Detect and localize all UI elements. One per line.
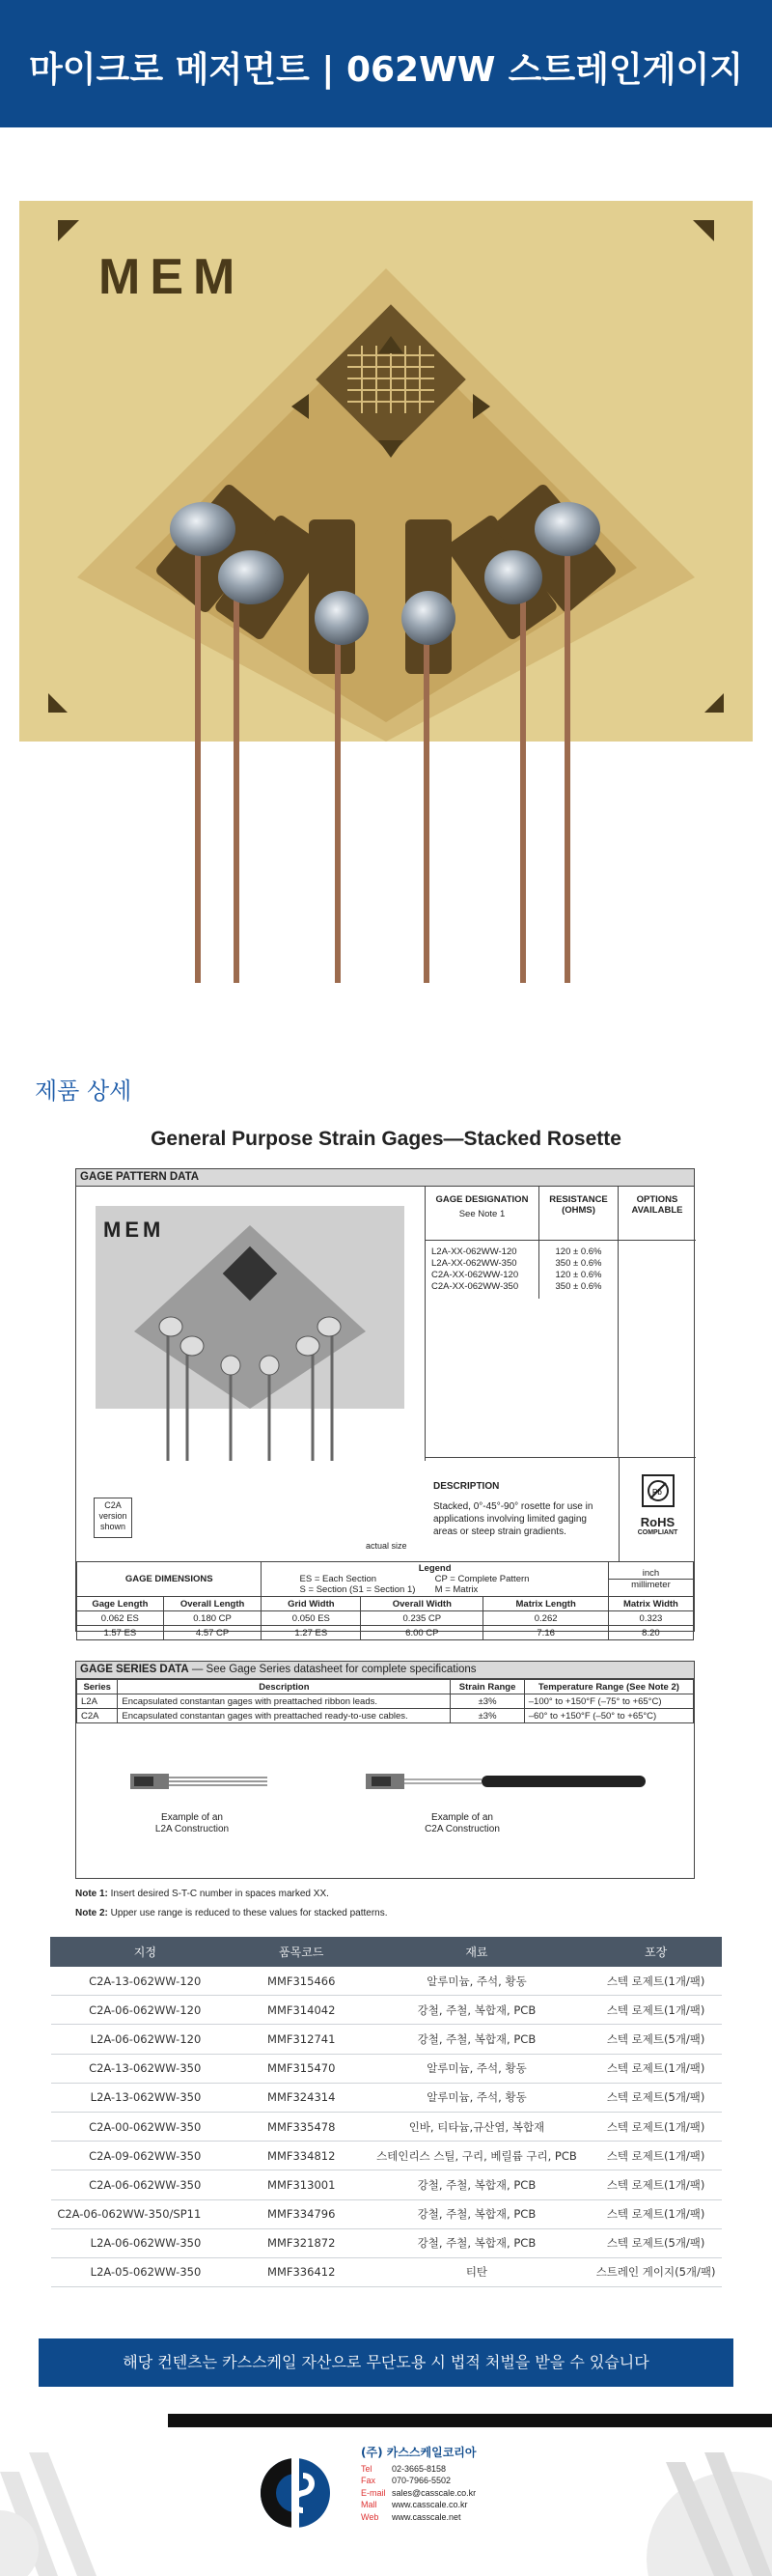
product-packaging: 스텍 로제트(1개/팩): [591, 2170, 722, 2199]
product-material: 스테인리스 스틸, 구리, 베릴륨 구리, PCB: [363, 2142, 591, 2170]
c2a-construction-image: [366, 1766, 655, 1795]
contact-key: Tel: [361, 2463, 372, 2474]
gage-pattern-data: [75, 1168, 695, 1638]
gage-dimensions-label: GAGE DIMENSIONS: [77, 1562, 262, 1597]
product-designation: C2A-09-062WW-350: [51, 2142, 240, 2170]
col-header-designation: 지정: [51, 1938, 240, 1967]
dim-header: Gage Length: [77, 1597, 164, 1611]
product-packaging: 스텍 로제트(1개/팩): [591, 1996, 722, 2025]
product-row: [51, 1967, 722, 1996]
contact-key: Mall: [361, 2500, 377, 2509]
series-col-header: Series: [77, 1680, 118, 1694]
dim-header: Matrix Width: [608, 1597, 693, 1611]
product-material: 알루미늄, 주석, 황동: [363, 2054, 591, 2083]
dim-header: Overall Length: [163, 1597, 262, 1611]
dim-header: Overall Width: [361, 1597, 483, 1611]
datasheet-notes: [75, 1885, 388, 1923]
col-header-item-code: 품목코드: [239, 1938, 363, 1967]
l2a-construction-image: [126, 1766, 271, 1795]
decorative-stripes-right: [608, 2443, 772, 2576]
gage-image-area: [76, 1187, 426, 1461]
product-row: [51, 2228, 722, 2257]
caption-line: Example of an: [161, 1812, 223, 1823]
dim-header: Matrix Length: [483, 1597, 608, 1611]
product-item-code: MMF321872: [239, 2228, 363, 2257]
note-1: [75, 1885, 388, 1904]
product-item-code: MMF312741: [239, 2025, 363, 2054]
designation-item: C2A-XX-062WW-120: [431, 1270, 519, 1280]
caption-line: Example of an: [431, 1812, 493, 1823]
designation-item: C2A-XX-062WW-350: [431, 1281, 519, 1292]
resistance-item: 120 ± 0.6%: [555, 1270, 602, 1280]
product-row: [51, 2025, 722, 2054]
series-col-header: Temperature Range (See Note 2): [524, 1680, 693, 1694]
product-designation: C2A-13-062WW-350: [51, 2054, 240, 2083]
legend-item: ES = Each Section: [299, 1574, 377, 1584]
product-item-code: MMF315470: [239, 2054, 363, 2083]
resistance-item: 350 ± 0.6%: [555, 1258, 602, 1269]
contact-email[interactable]: [361, 2487, 476, 2500]
dim-row-mm: [77, 1626, 694, 1640]
series-cell: Encapsulated constantan gages with preattached ribbon leads.: [118, 1694, 451, 1709]
series-col-header: Strain Range: [451, 1680, 524, 1694]
dim-header: Grid Width: [262, 1597, 361, 1611]
series-cell: –100° to +150°F (–75° to +65°C): [524, 1694, 693, 1709]
contact-value: 070-7966-5502: [392, 2476, 452, 2485]
product-packaging: 스텍 로제트(1개/팩): [591, 2112, 722, 2141]
dim-cell: 7.16: [483, 1626, 608, 1640]
series-cell: ±3%: [451, 1694, 524, 1709]
c2a-example-caption: [404, 1812, 520, 1835]
mem-logo: [87, 249, 270, 305]
svg-text:Pb: Pb: [651, 1488, 662, 1497]
series-cell: C2A: [77, 1709, 118, 1723]
page-header: [0, 0, 772, 127]
note-text: Insert desired S-T-C number in spaces marked XX.: [107, 1889, 329, 1899]
series-cell: ±3%: [451, 1709, 524, 1723]
note-2: [75, 1904, 388, 1923]
options-column: [619, 1187, 696, 1241]
dim-cell: 0.050 ES: [262, 1611, 361, 1626]
product-material: 강철, 주철, 복합재, PCB: [363, 2170, 591, 2199]
note-label: Note 1:: [75, 1889, 108, 1899]
dim-cell: 6.00 CP: [361, 1626, 483, 1640]
dim-cell: 0.262: [483, 1611, 608, 1626]
legend-item: M = Matrix: [434, 1584, 479, 1595]
dim-cell: 4.57 CP: [163, 1626, 262, 1640]
dim-row-inch: [77, 1611, 694, 1626]
caption-line: C2A Construction: [425, 1824, 500, 1834]
resistance-header: RESISTANCE (OHMS): [539, 1187, 618, 1241]
gage-diagram: [76, 1187, 424, 1461]
product-material: 강철, 주철, 복합재, PCB: [363, 2025, 591, 2054]
product-row: [51, 2170, 722, 2199]
series-row: [77, 1709, 694, 1723]
rohs-badge: [619, 1458, 696, 1562]
product-designation: L2A-13-062WW-350: [51, 2083, 240, 2112]
contact-fax: [361, 2475, 476, 2487]
designation-note: See Note 1: [458, 1209, 506, 1219]
product-item-code: MMF334812: [239, 2142, 363, 2170]
series-cell: L2A: [77, 1694, 118, 1709]
series-table: [76, 1679, 694, 1723]
product-photo: [19, 201, 753, 993]
note-label: Note 2:: [75, 1908, 108, 1918]
legend-item: CP = Complete Pattern: [434, 1574, 530, 1584]
section-title: 제품 상세: [35, 1078, 132, 1105]
designation-item: L2A-XX-062WW-350: [431, 1258, 517, 1269]
product-designation: C2A-06-062WW-350: [51, 2170, 240, 2199]
unit-millimeter: millimeter: [631, 1580, 671, 1590]
unit-inch: inch: [609, 1568, 693, 1580]
product-item-code: MMF334796: [239, 2199, 363, 2228]
dim-cell: 0.323: [608, 1611, 693, 1626]
product-row: [51, 2083, 722, 2112]
contact-mall[interactable]: [361, 2499, 476, 2511]
product-packaging: 스텍 로제트(1개/팩): [591, 2199, 722, 2228]
description-area: [426, 1457, 696, 1561]
gage-series-header: [76, 1662, 694, 1679]
l2a-example-caption: [134, 1812, 250, 1835]
product-item-code: MMF336412: [239, 2257, 363, 2286]
product-row: [51, 2257, 722, 2286]
contact-value[interactable]: sales@casscale.co.kr: [392, 2487, 477, 2498]
product-table: [50, 1937, 722, 2287]
product-material: 알루미늄, 주석, 황동: [363, 2083, 591, 2112]
contact-web[interactable]: [361, 2511, 476, 2524]
footer-divider: [168, 2414, 772, 2427]
product-item-code: MMF314042: [239, 1996, 363, 2025]
rohs-sub: COMPLIANT: [637, 1529, 678, 1536]
product-packaging: 스텍 로제트(5개/팩): [591, 2228, 722, 2257]
dim-cell: 1.57 ES: [77, 1626, 164, 1640]
product-designation: L2A-06-062WW-120: [51, 2025, 240, 2054]
description-text: Stacked, 0°-45°-90° rosette for use in applications involving limited gaging areas or steep strain gradients.: [433, 1501, 593, 1537]
product-row: [51, 1996, 722, 2025]
decorative-stripes-left: [0, 2443, 106, 2576]
product-packaging: 스텍 로제트(1개/팩): [591, 2142, 722, 2170]
product-material: 알루미늄, 주석, 황동: [363, 1967, 591, 1996]
product-material: 강철, 주철, 복합재, PCB: [363, 1996, 591, 2025]
product-item-code: MMF324314: [239, 2083, 363, 2112]
series-cell: Encapsulated constantan gages with preattached ready-to-use cables.: [118, 1709, 451, 1723]
designation-column: [426, 1187, 539, 1299]
gage-series-data: [75, 1661, 695, 1879]
product-row: [51, 2112, 722, 2141]
product-designation: C2A-06-062WW-350/SP11: [51, 2199, 240, 2228]
gage-pattern-header: GAGE PATTERN DATA: [76, 1169, 694, 1187]
product-row: [51, 2199, 722, 2228]
company-info: [361, 2447, 476, 2523]
actual-size-label: actual size: [366, 1541, 407, 1551]
contact-value[interactable]: www.casscale.net: [392, 2511, 461, 2522]
product-designation: L2A-06-062WW-350: [51, 2228, 240, 2257]
product-category: 스트레인게이지: [508, 50, 743, 90]
gage-dimensions-table: [76, 1561, 694, 1640]
dim-cell: 0.235 CP: [361, 1611, 483, 1626]
product-packaging: 스트레인 게이지(5개/팩): [591, 2257, 722, 2286]
dim-cell: 0.180 CP: [163, 1611, 262, 1626]
product-material: 인바, 티타늄,규산염, 복합재: [363, 2112, 591, 2141]
product-designation: L2A-05-062WW-350: [51, 2257, 240, 2286]
company-logo: [257, 2454, 334, 2532]
product-title: 마이크로 메저먼트 | 062WW: [29, 50, 496, 90]
col-header-packaging: 포장: [591, 1938, 722, 1967]
product-designation: C2A-00-062WW-350: [51, 2112, 240, 2141]
series-col-header: Description: [118, 1680, 451, 1694]
designation-header: GAGE DESIGNATION: [435, 1194, 529, 1205]
note-text: Upper use range is reduced to these values for stacked patterns.: [107, 1908, 388, 1918]
product-material: 강철, 주철, 복합재, PCB: [363, 2199, 591, 2228]
series-header-title: GAGE SERIES DATA: [80, 1664, 189, 1675]
product-designation: C2A-06-062WW-120: [51, 1996, 240, 2025]
options-header: OPTIONS AVAILABLE: [619, 1187, 696, 1241]
rohs-label: RoHS: [640, 1515, 676, 1529]
product-material: 강철, 주철, 복합재, PCB: [363, 2228, 591, 2257]
product-material: 티탄: [363, 2257, 591, 2286]
resistance-column: [539, 1187, 619, 1457]
col-header-material: 재료: [363, 1938, 591, 1967]
product-row: [51, 2142, 722, 2170]
designation-item: L2A-XX-062WW-120: [431, 1246, 517, 1257]
contact-value: 02-3665-8158: [392, 2463, 447, 2474]
product-packaging: 스텍 로제트(1개/팩): [591, 1967, 722, 1996]
product-item-code: MMF315466: [239, 1967, 363, 1996]
series-header-sub: — See Gage Series datasheet for complete specifications: [188, 1664, 477, 1675]
product-designation: C2A-13-062WW-120: [51, 1967, 240, 1996]
contact-key: Fax: [361, 2476, 376, 2485]
product-item-code: MMF335478: [239, 2112, 363, 2141]
product-item-code: MMF313001: [239, 2170, 363, 2199]
series-row: [77, 1694, 694, 1709]
svg-text:MEM: MEM: [103, 1218, 165, 1242]
product-row: [51, 2054, 722, 2083]
product-packaging: 스텍 로제트(5개/팩): [591, 2025, 722, 2054]
contact-value[interactable]: www.casscale.co.kr: [392, 2500, 468, 2509]
pb-free-icon: [639, 1471, 677, 1510]
contact-key: E-mail: [361, 2487, 386, 2498]
description-title: DESCRIPTION: [433, 1481, 500, 1492]
dim-cell: 0.062 ES: [77, 1611, 164, 1626]
caption-line: L2A Construction: [154, 1824, 230, 1834]
resistance-item: 350 ± 0.6%: [555, 1281, 602, 1292]
product-packaging: 스텍 로제트(1개/팩): [591, 2054, 722, 2083]
contact-key: Web: [361, 2511, 379, 2522]
series-cell: –60° to +150°F (–50° to +65°C): [524, 1709, 693, 1723]
svg-text:MEM: MEM: [98, 249, 245, 305]
copyright-notice: 해당 컨텐츠는 카스스케일 자산으로 무단도용 시 법적 처벌을 받을 수 있습니다: [39, 2338, 733, 2387]
units-cell: [608, 1562, 693, 1597]
contact-tel: [361, 2463, 476, 2476]
c2a-version-note: C2A version shown: [94, 1498, 132, 1538]
legend-title: Legend: [418, 1563, 452, 1574]
legend-item: S = Section (S1 = Section 1): [299, 1584, 416, 1595]
dim-cell: 8.20: [608, 1626, 693, 1640]
dim-cell: 1.27 ES: [262, 1626, 361, 1640]
datasheet-title: General Purpose Strain Gages—Stacked Rosette: [151, 1128, 621, 1150]
company-name: (주) 카스스케일코리아: [361, 2446, 477, 2459]
product-packaging: 스텍 로제트(5개/팩): [591, 2083, 722, 2112]
resistance-item: 120 ± 0.6%: [555, 1246, 602, 1257]
legend: [262, 1562, 608, 1597]
